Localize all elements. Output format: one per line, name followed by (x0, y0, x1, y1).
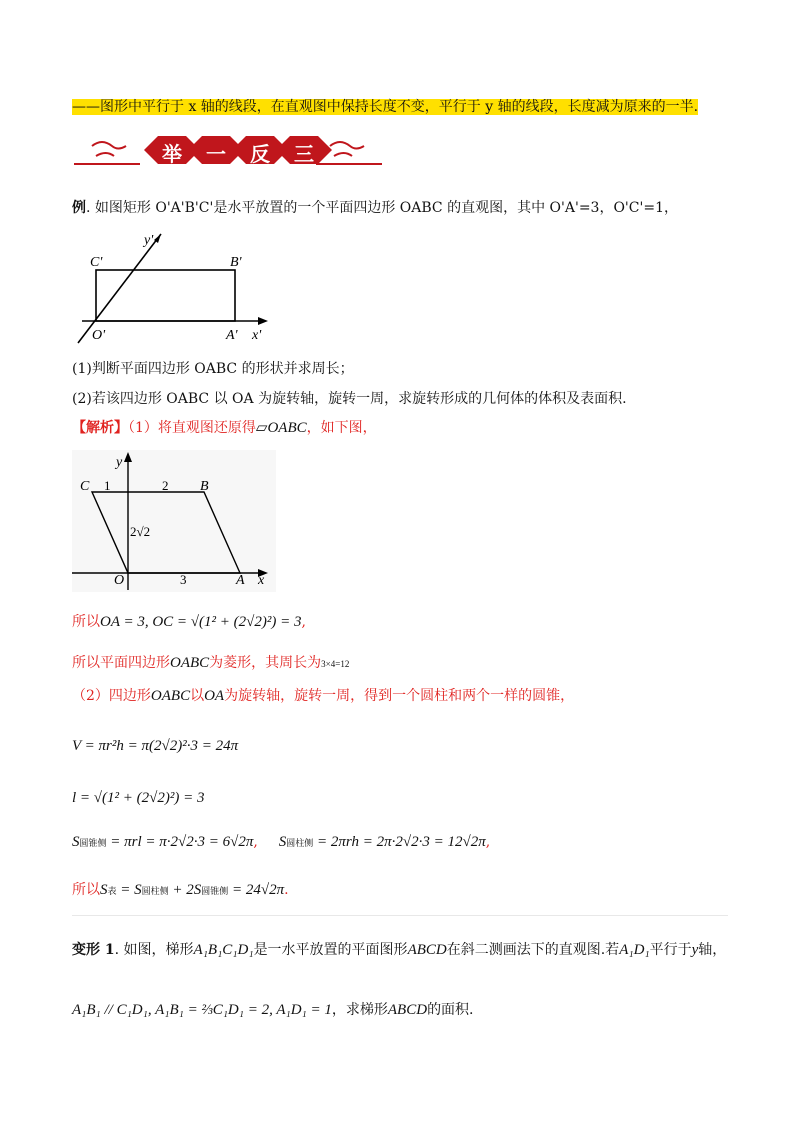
solution-line-1: 【解析】（1）将直观图还原得▱OABC，如下图， (72, 420, 377, 436)
fig1-C-label: C' (90, 255, 103, 270)
example-statement (72, 198, 678, 218)
example-text: . 如图矩形 O'A'B'C'是水平放置的一个平面四边形 OABC 的直观图，其中 O'A'=3，O'C'=1， (86, 200, 678, 216)
banner-graphic (72, 126, 384, 176)
fig2-A-label: A (236, 573, 245, 588)
fig2-B-label: B (200, 479, 209, 494)
banner-char-1: 举 (162, 142, 182, 166)
banner-char-4: 三 (294, 142, 314, 166)
volume-equation: V = πr²h = π(2√2)²·3 = 24π (72, 738, 239, 754)
variant-conditions: A₁B₁ // C₁D₁, A₁B₁ = ⅔C₁D₁ = 2, A₁D₁ = 1，求梯形ABCD的面积. (72, 1002, 474, 1018)
figure-intuitive-view (72, 228, 282, 346)
intro-text: ——图形中平行于 x 轴的线段，在直观图中保持长度不变，平行于 y 轴的线段，长度减为原来的一半. (72, 99, 699, 115)
fig2-len-3: 3 (180, 572, 187, 587)
solution-eq-1: 所以OA = 3, OC = √(1² + (2√2)²) = 3, (72, 614, 306, 630)
question-1: (1)判断平面四边形 OABC 的形状并求周长； (72, 361, 354, 377)
banner-char-3: 反 (250, 142, 270, 166)
figure-original-shape (72, 450, 276, 592)
solution-divider (72, 915, 728, 916)
fig2-len-1: 1 (104, 478, 111, 493)
section-banner (72, 126, 384, 176)
fig1-y-label: y' (144, 233, 154, 248)
surface-area-equation: 所以S表 = S圆柱侧 + 2S圆锥侧 = 24√2π. (72, 882, 289, 898)
fig2-C-label: C (80, 479, 90, 494)
fig1-x-label: x' (252, 328, 262, 343)
example-label: 例 (72, 200, 86, 216)
banner-char-2: 一 (206, 142, 226, 166)
parallelogram-symbol: ▱ (255, 420, 268, 436)
fig2-len-2: 2 (162, 478, 169, 493)
variant-statement: 变形 1. 如图，梯形A₁B₁C₁D₁是一水平放置的平面图形ABCD在斜二测画法下的直观图.若A₁D₁平行于y轴， (72, 942, 727, 958)
variant-label: 变形 1 (72, 942, 115, 958)
fig2-x-label: x (258, 573, 265, 588)
fig2-y-label: y (116, 455, 123, 470)
fig1-B-label: B' (230, 255, 242, 270)
fig2-O-label: O (114, 573, 125, 588)
solution-rhombus-line: 所以平面四边形OABC为菱形，其周长为3×4=12 (72, 655, 350, 671)
solution-tag: 【解析】 (72, 420, 128, 436)
fig2-len-height: 2√2 (130, 524, 151, 539)
slant-equation: l = √(1² + (2√2)²) = 3 (72, 790, 205, 806)
fig1-O-label: O' (92, 328, 106, 343)
lateral-area-equations: S圆锥侧 = πrl = π·2√2·3 = 6√2π, S圆柱侧 = 2πrh = 2π·2√2·3 = 12√2π, (72, 834, 491, 850)
solution-part-2: （2）四边形OABC以OA为旋转轴，旋转一周，得到一个圆柱和两个一样的圆锥， (72, 688, 575, 704)
question-2: (2)若该四边形 OABC 以 OA 为旋转轴，旋转一周，求旋转形成的几何体的体积及表面积. (72, 391, 627, 407)
fig1-A-label: A' (226, 328, 238, 343)
